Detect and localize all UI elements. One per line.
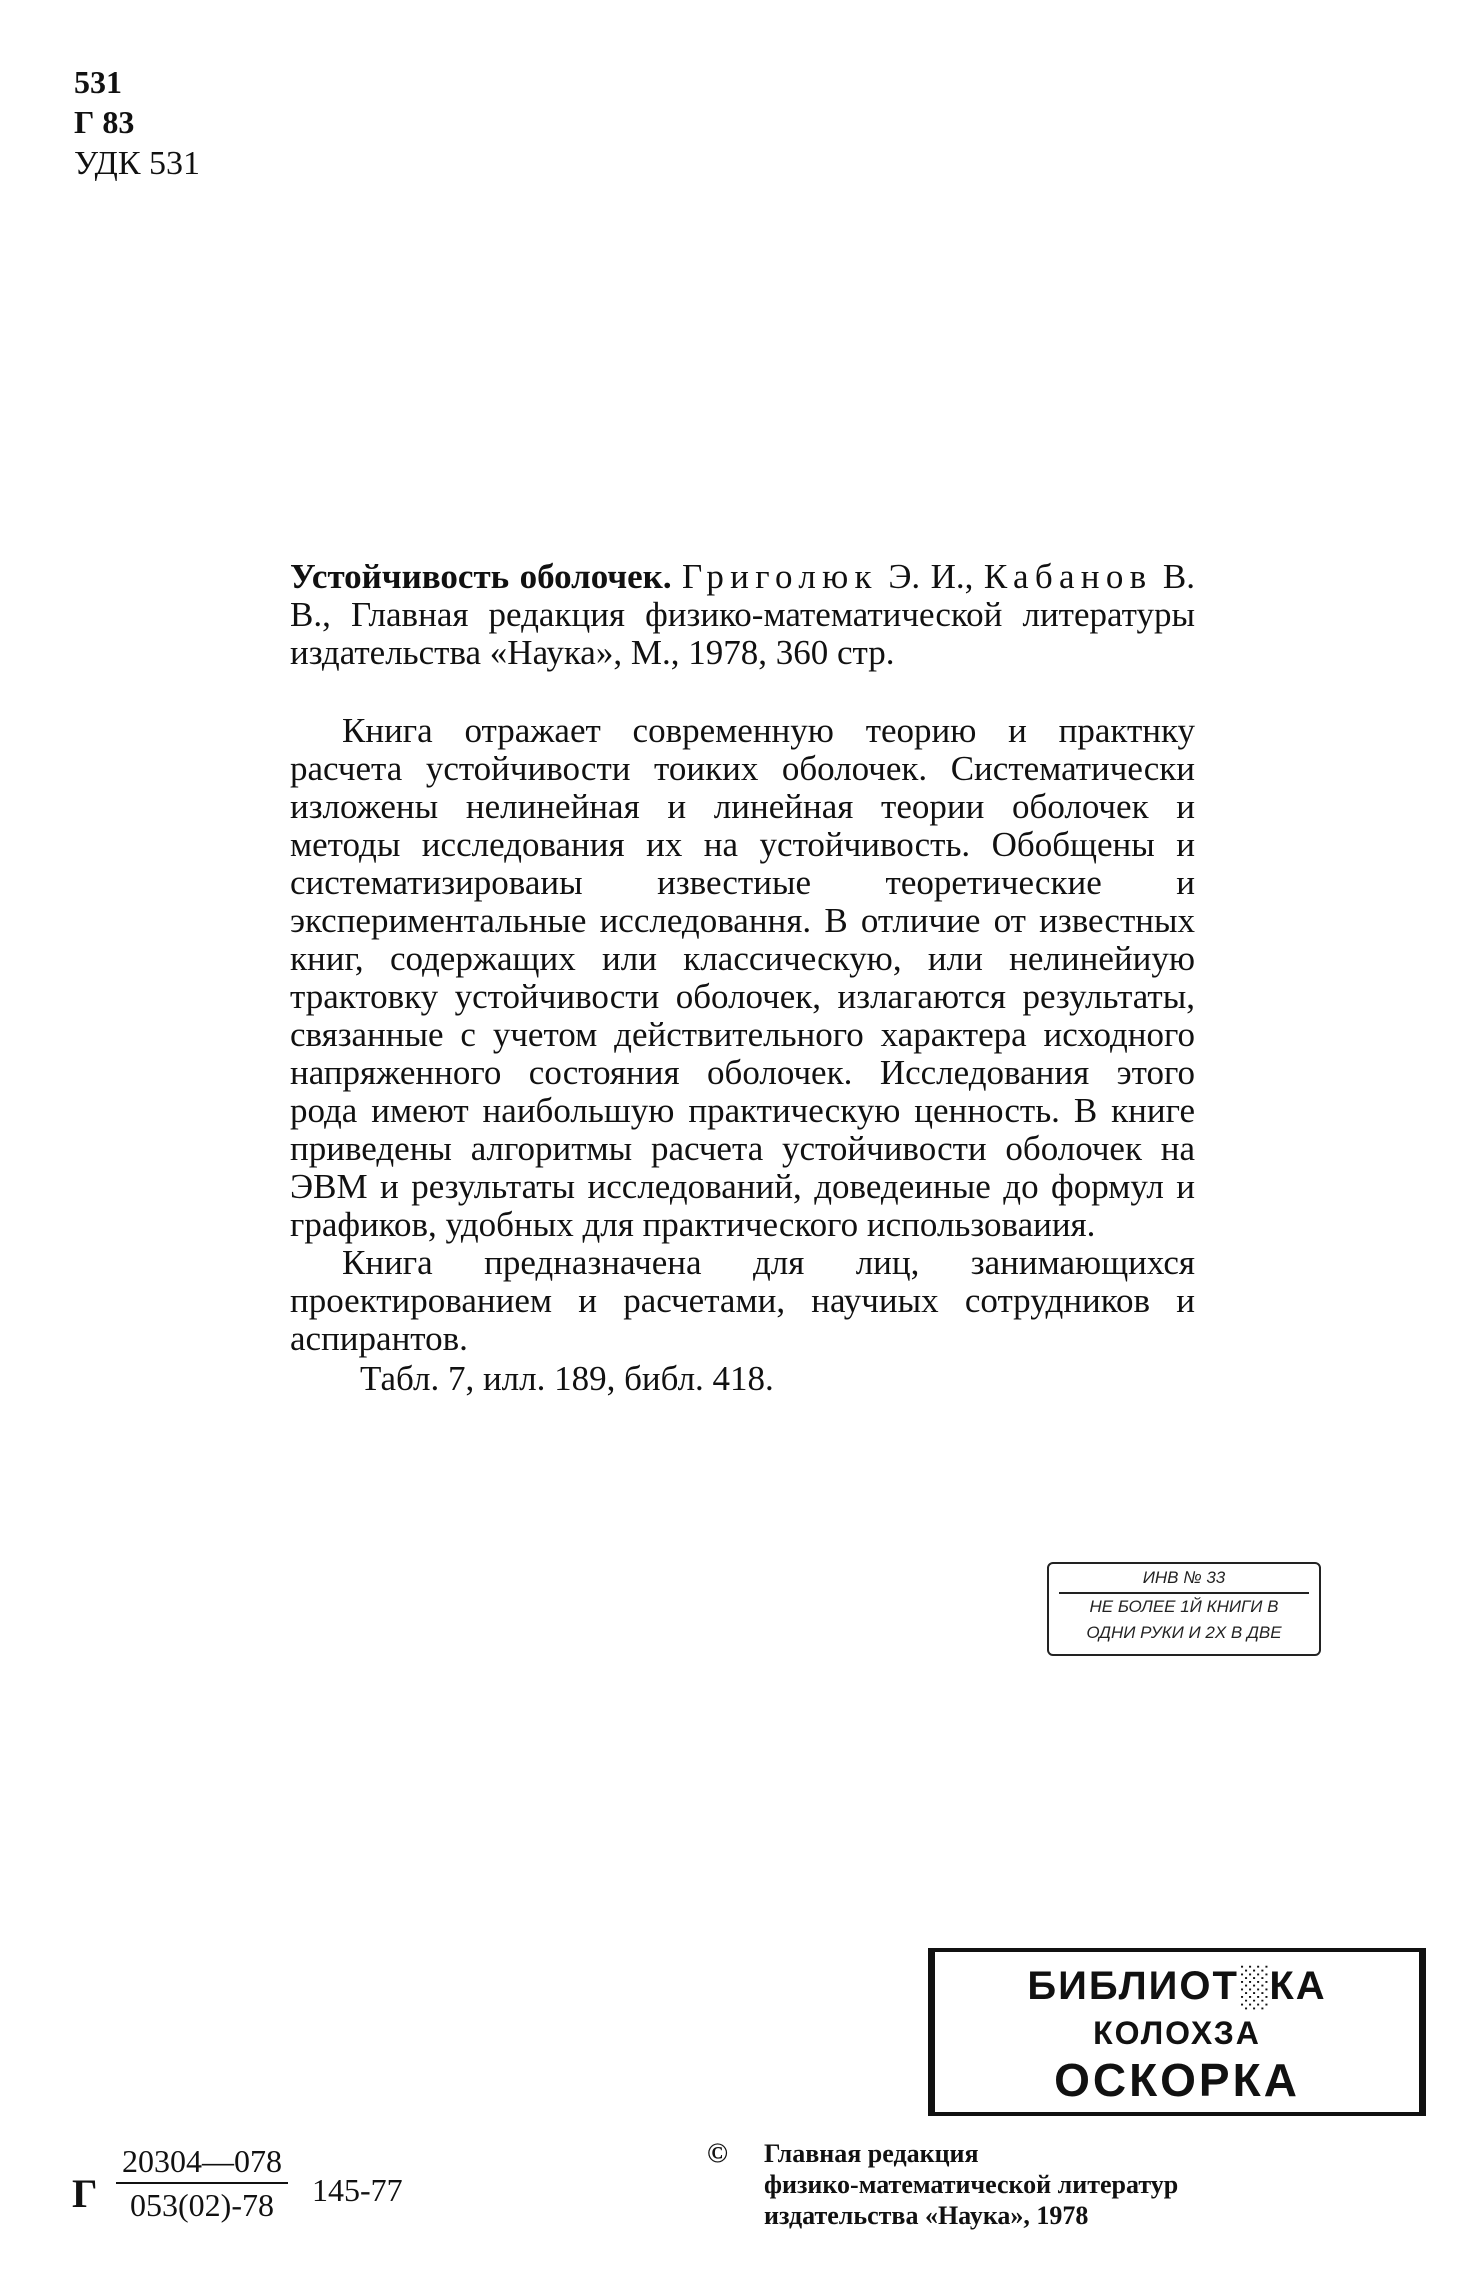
author-surname-1: Григолюк [682,557,878,596]
copyright-line-2: физико-математической литератур [764,2170,1179,2199]
publication-index [72,2140,432,2250]
abstract-paragraph-2: Книга предназначена для лиц, занимающихся проектированием и расчетами, научиых сотрудников и аспирантов. [290,1243,1195,1358]
author-mark: Г 83 [74,104,135,140]
stamp-rule-line-1: НЕ БОЛЕЕ 1Й КНИГИ В [1089,1597,1279,1616]
class-code: 531 [74,64,122,100]
bibliographic-entry [290,558,1195,672]
index-denominator: 053(02)-78 [130,2187,274,2223]
book-title: Устойчивость оболочек. [290,557,672,596]
index-numerator: 20304—078 [116,2140,288,2184]
copyright-line-3: издательства «Наука», 1978 [764,2201,1089,2230]
index-letter: Г [72,2171,98,2216]
classification-codes [74,62,200,186]
abstract [290,712,1195,1398]
library-stamp-line-1: БИБЛИОТ░КА [1027,1964,1327,2008]
main-text-block [290,558,1195,1398]
inventory-number: ИНВ № 33 [1059,1564,1309,1594]
publisher-info: Главная редакция физико-математической литературы издательства «Наука», М., 1978, 360 стр. [290,595,1195,672]
library-stamp-line-3: ОСКОРКА [1054,2054,1300,2106]
copyright-line-1: Главная редакция [764,2139,979,2168]
author-initials-1: Э. И., [888,557,974,596]
author-surname-2: Кабанов [983,557,1153,596]
library-stamp [928,1948,1426,2116]
index-fraction [116,2140,288,2226]
copyright-icon: © [707,2138,728,2169]
author-initials-2: В. В., [290,557,1196,634]
index-code: 145-77 [312,2172,403,2208]
stamp-rule-line-2: ОДНИ РУКИ И 2Х В ДВЕ [1086,1623,1282,1642]
inventory-stamp [1047,1562,1321,1656]
abstract-paragraph-1: Книга отражает современную теорию и практнку расчета устойчивости тоиких оболочек. Систематически изложены нелинейная и линейная теории оболочек и методы исследования их на устойчивость. Обобщены и систематизироваиы известиые теоретические и экспериментальные исследовання. В отличие от известных книг, содержащих или классическую, или нелинейиую трактовку устойчивости оболочек, излагаются результаты, связанные с учетом действительного характера исходного напряженного состояния оболочек. Исследования этого рода имеют наибольшую практическую ценность. В книге приведены алгоритмы расчета устойчивости оболочек на ЭВМ и результаты исследований, доведеиные до формул и графиков, удобных для практического использоваиия. [290,711,1195,1244]
library-stamp-line-2: КОЛОХЗА [1093,2015,1261,2051]
copyright-block [707,2138,1267,2231]
book-stats: Табл. 7, илл. 189, библ. 418. [360,1359,774,1398]
udk-code: УДК 531 [74,145,201,182]
